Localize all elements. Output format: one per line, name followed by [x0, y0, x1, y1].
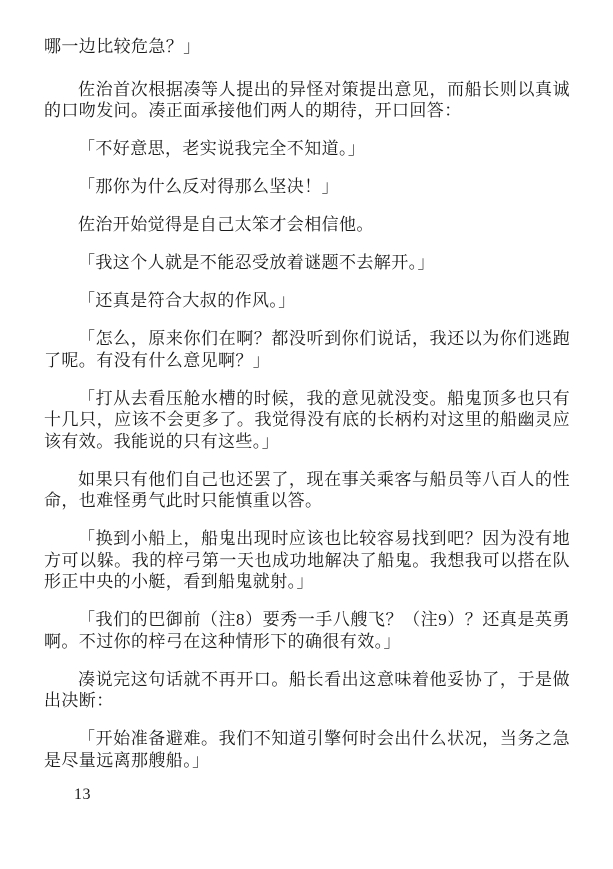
- paragraph-continuation: 哪一边比较危急？」: [44, 37, 201, 56]
- paragraph-dialogue: 「不好意思，老实说我完全不知道。」: [78, 139, 366, 158]
- page-number: 13: [74, 786, 91, 803]
- paragraph-narration: 凑说完这句话就不再开口。船长看出这意味着他妥协了，于是做出决断：: [44, 669, 570, 710]
- paragraph-narration: 佐治首次根据凑等人提出的异怪对策提出意见，而船长则以真诚的口吻发问。凑正面承接他们两人的期待，开口回答：: [44, 79, 570, 120]
- paragraph-dialogue: 「开始准备避难。我们不知道引擎何时会出什么状况，当务之急是尽量远离那艘船。」: [44, 729, 570, 770]
- paragraph-dialogue: 「还真是符合大叔的作风。」: [78, 291, 296, 310]
- paragraph-narration: 如果只有他们自己也还罢了，现在事关乘客与船员等八百人的性命，也难怪勇气此时只能慎重以答。: [44, 469, 570, 510]
- paragraph-dialogue: 「打从去看压舱水槽的时候，我的意见就没变。船鬼顶多也只有十几只，应该不会更多了。我觉得没有底的长柄杓对这里的船幽灵应该有效。我能说的只有这些。」: [44, 388, 570, 451]
- paragraph-dialogue: 「我们的巴御前（注8）要秀一手八艘飞？（注9）？还真是英勇啊。不过你的梓弓在这种情形下的确很有效。」: [44, 610, 570, 651]
- paragraph-dialogue: 「那你为什么反对得那么坚决！」: [78, 177, 339, 196]
- paragraph-dialogue: 「我这个人就是不能忍受放着谜题不去解开。」: [78, 253, 435, 272]
- paragraph-narration: 佐治开始觉得是自己太笨才会相信他。: [78, 215, 374, 234]
- paragraph-dialogue: 「换到小船上，船鬼出现时应该也比较容易找到吧？因为没有地方可以躲。我的梓弓第一天也成功地解决了船鬼。我想我可以搭在队形正中央的小艇，看到船鬼就射。」: [44, 529, 570, 591]
- page-text: [44, 36, 570, 771]
- paragraph-dialogue: 「怎么，原来你们在啊？都没听到你们说话，我还以为你们逃跑了呢。有没有什么意见啊？」: [44, 329, 570, 370]
